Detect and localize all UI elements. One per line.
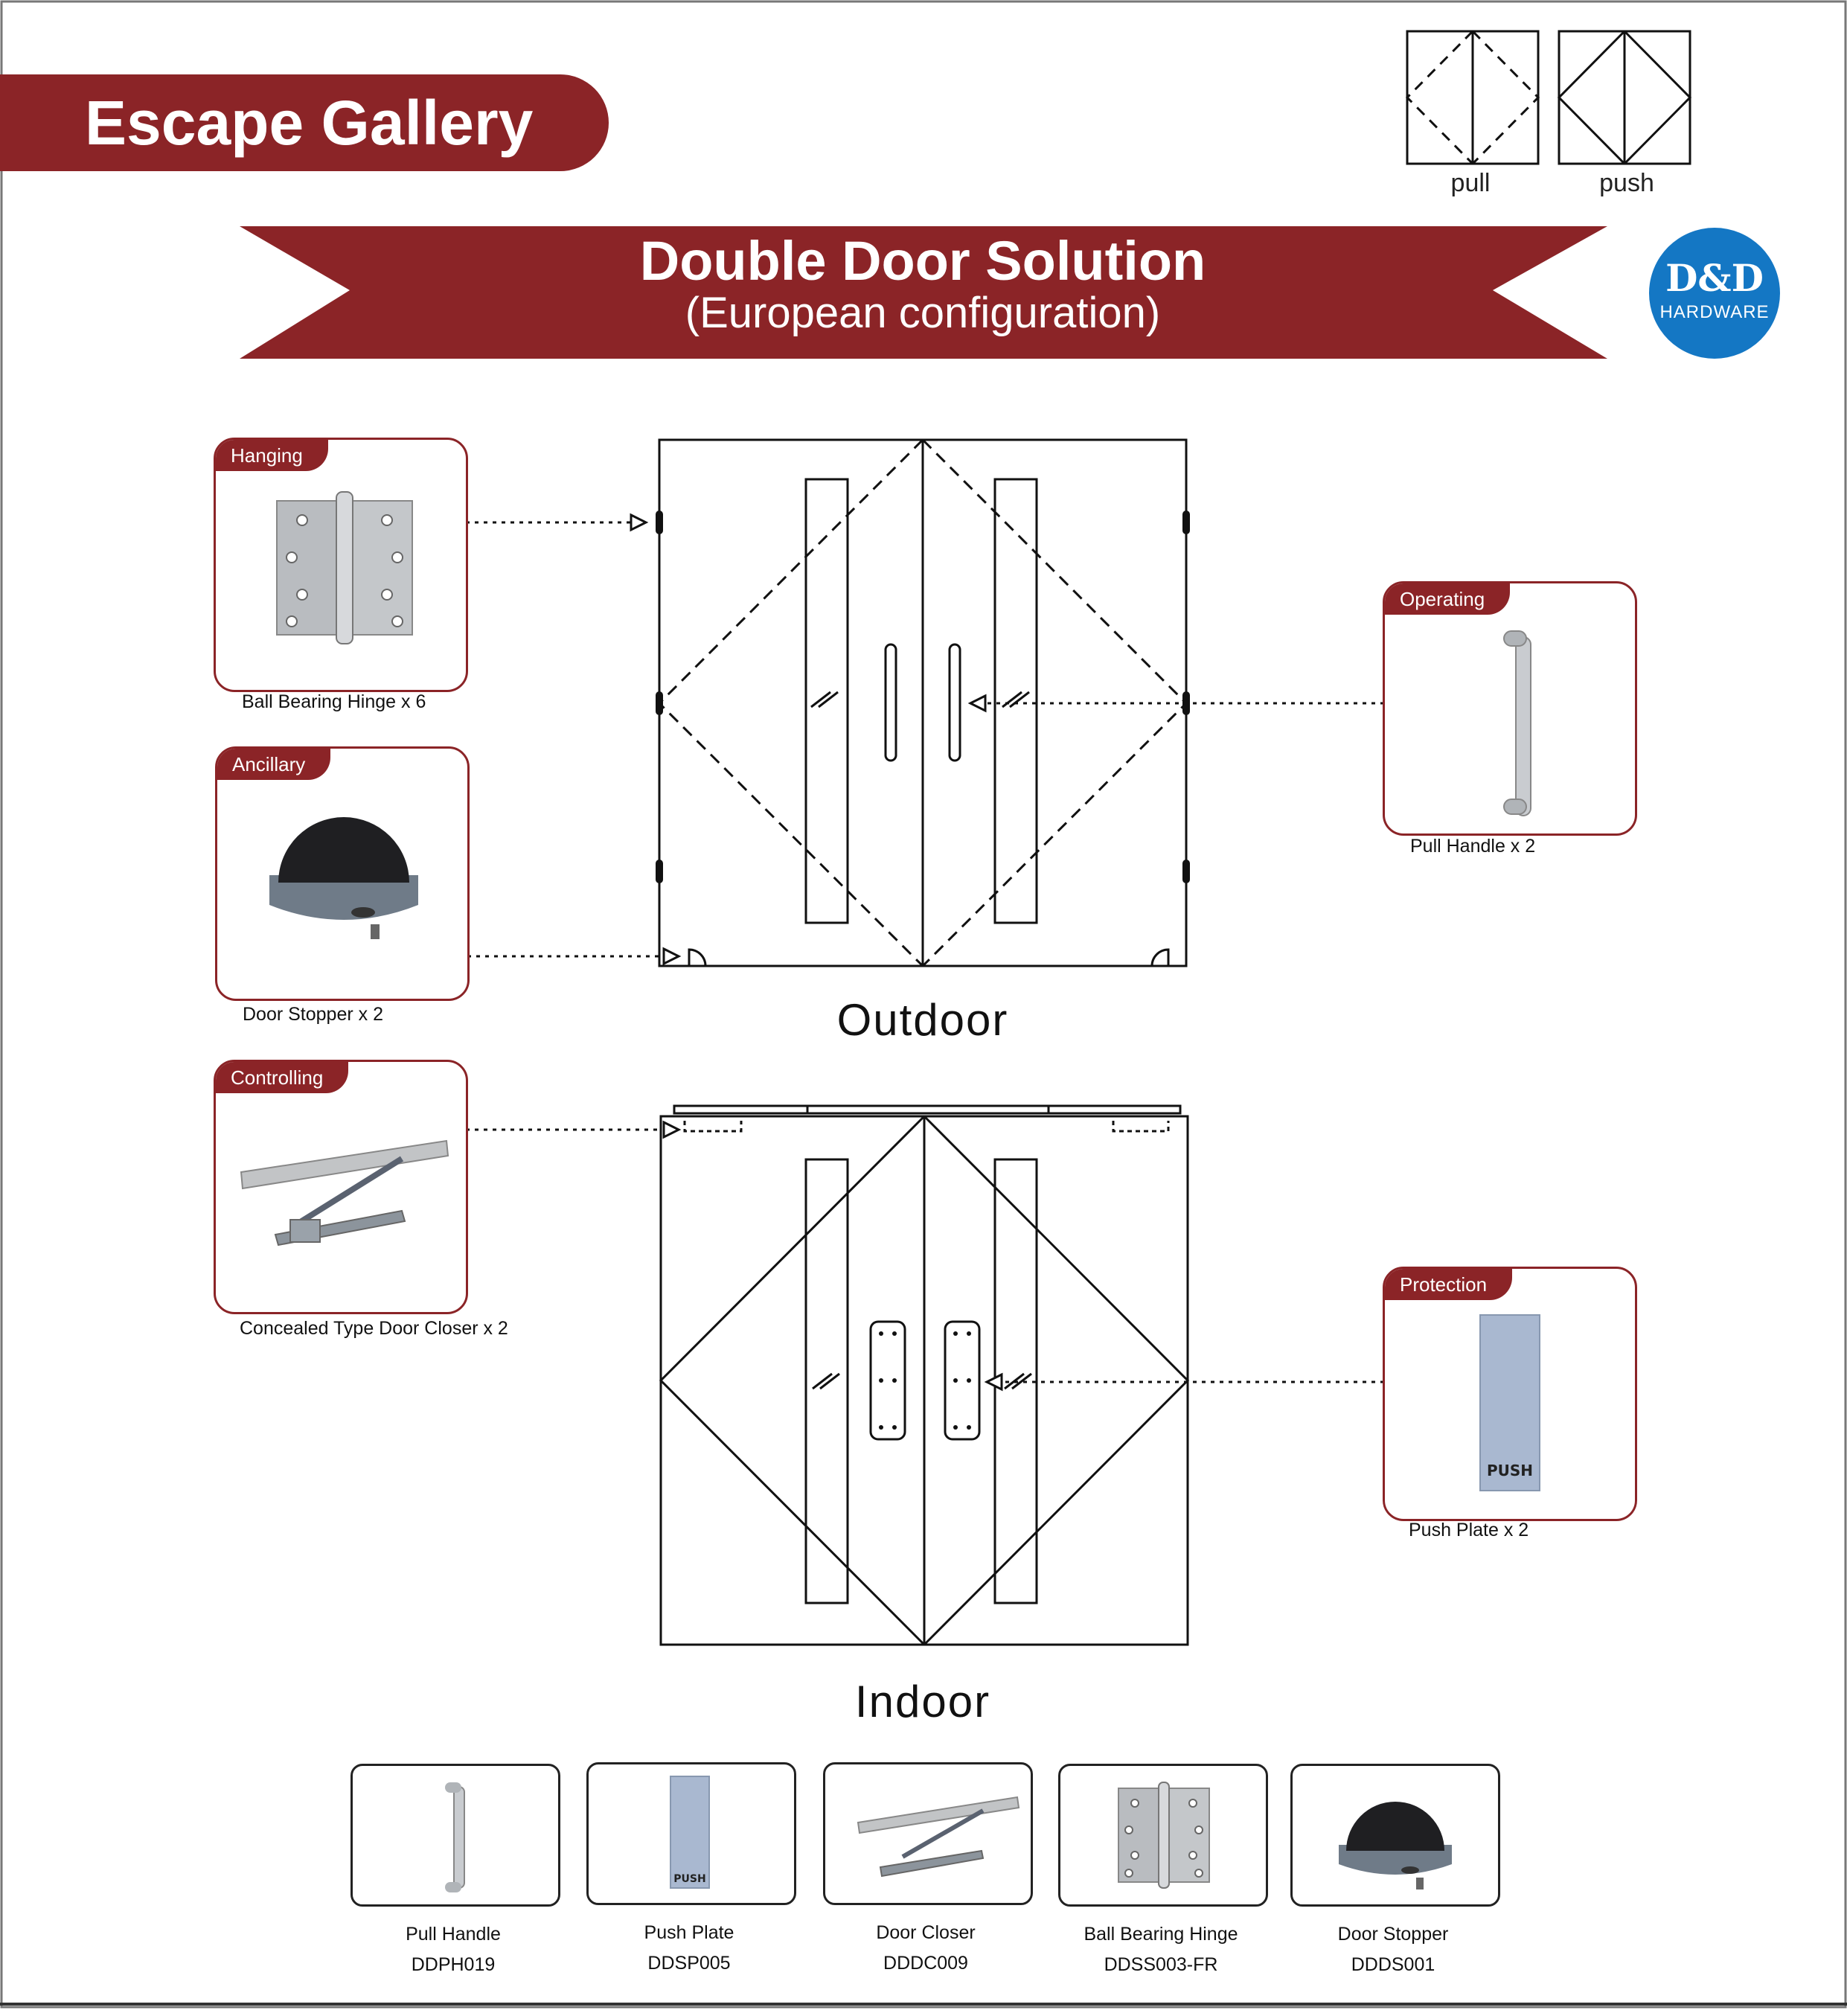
indoor-door-diagram xyxy=(661,1106,1188,1645)
ball-bearing-hinge-icon xyxy=(1060,1766,1266,1904)
page-title: Escape Gallery xyxy=(85,88,534,158)
product-code: DDSS003-FR xyxy=(1104,1954,1218,1975)
pull-handle-icon xyxy=(1385,583,1635,833)
product-name: Push Plate xyxy=(644,1922,734,1943)
operating-caption: Pull Handle x 2 xyxy=(1410,836,1536,857)
banner-subtitle: (European configuration) xyxy=(685,289,1161,337)
door-stopper-icon xyxy=(1293,1766,1498,1904)
operating-card xyxy=(1383,581,1637,836)
ancillary-caption: Door Stopper x 2 xyxy=(243,1004,383,1025)
indoor-label: Indoor xyxy=(854,1677,991,1727)
logo-subtext: HARDWARE xyxy=(1659,302,1770,322)
pull-legend-label: pull xyxy=(1450,169,1491,197)
ancillary-tag: Ancillary xyxy=(217,749,330,780)
controlling-card xyxy=(214,1060,468,1314)
brand-logo xyxy=(1649,228,1780,359)
title-banner xyxy=(0,74,609,171)
product-name: Door Stopper xyxy=(1337,1924,1449,1945)
push-plate-icon xyxy=(1385,1269,1635,1519)
pull-handle-icon xyxy=(353,1766,558,1904)
logo-wordmark: D&D xyxy=(1665,256,1764,300)
operating-tag: Operating xyxy=(1385,583,1510,615)
hanging-tag: Hanging xyxy=(216,440,328,471)
product-card-door-stopper xyxy=(1290,1764,1500,1907)
door-stopper-icon xyxy=(217,749,467,999)
banner-title: Double Door Solution xyxy=(639,230,1206,292)
leader-arrowheads xyxy=(631,515,1002,1389)
product-card-push-plate xyxy=(586,1762,796,1905)
plate-text: PUSH xyxy=(1486,1462,1534,1479)
door-closer-icon xyxy=(825,1764,1031,1903)
product-card-ball-bearing-hinge xyxy=(1058,1764,1268,1907)
plate-text: PUSH xyxy=(673,1873,706,1885)
product-code: DDPH019 xyxy=(411,1954,496,1975)
door-closer-icon xyxy=(216,1062,466,1312)
product-code: DDSP005 xyxy=(647,1953,731,1974)
outdoor-label: Outdoor xyxy=(836,995,1009,1045)
product-name: Door Closer xyxy=(876,1922,976,1943)
protection-caption: Push Plate x 2 xyxy=(1409,1520,1529,1540)
hanging-caption: Ball Bearing Hinge x 6 xyxy=(242,691,426,712)
controlling-caption: Concealed Type Door Closer x 2 xyxy=(240,1318,508,1339)
product-code: DDDC009 xyxy=(883,1953,968,1974)
product-code: DDDS001 xyxy=(1351,1954,1435,1975)
push-legend-label: push xyxy=(1599,169,1654,197)
product-name: Ball Bearing Hinge xyxy=(1083,1924,1238,1945)
ball-bearing-hinge-icon xyxy=(216,440,466,690)
hanging-card xyxy=(214,438,468,692)
product-card-door-closer xyxy=(823,1762,1033,1905)
push-plate-icon xyxy=(589,1764,794,1903)
protection-tag: Protection xyxy=(1385,1269,1512,1300)
pull-legend-symbol xyxy=(1407,31,1538,164)
product-card-pull-handle xyxy=(350,1764,560,1907)
protection-card xyxy=(1383,1267,1637,1521)
product-name: Pull Handle xyxy=(406,1924,501,1945)
push-legend-symbol xyxy=(1559,31,1690,164)
controlling-tag: Controlling xyxy=(216,1062,348,1093)
ancillary-card xyxy=(215,746,470,1001)
